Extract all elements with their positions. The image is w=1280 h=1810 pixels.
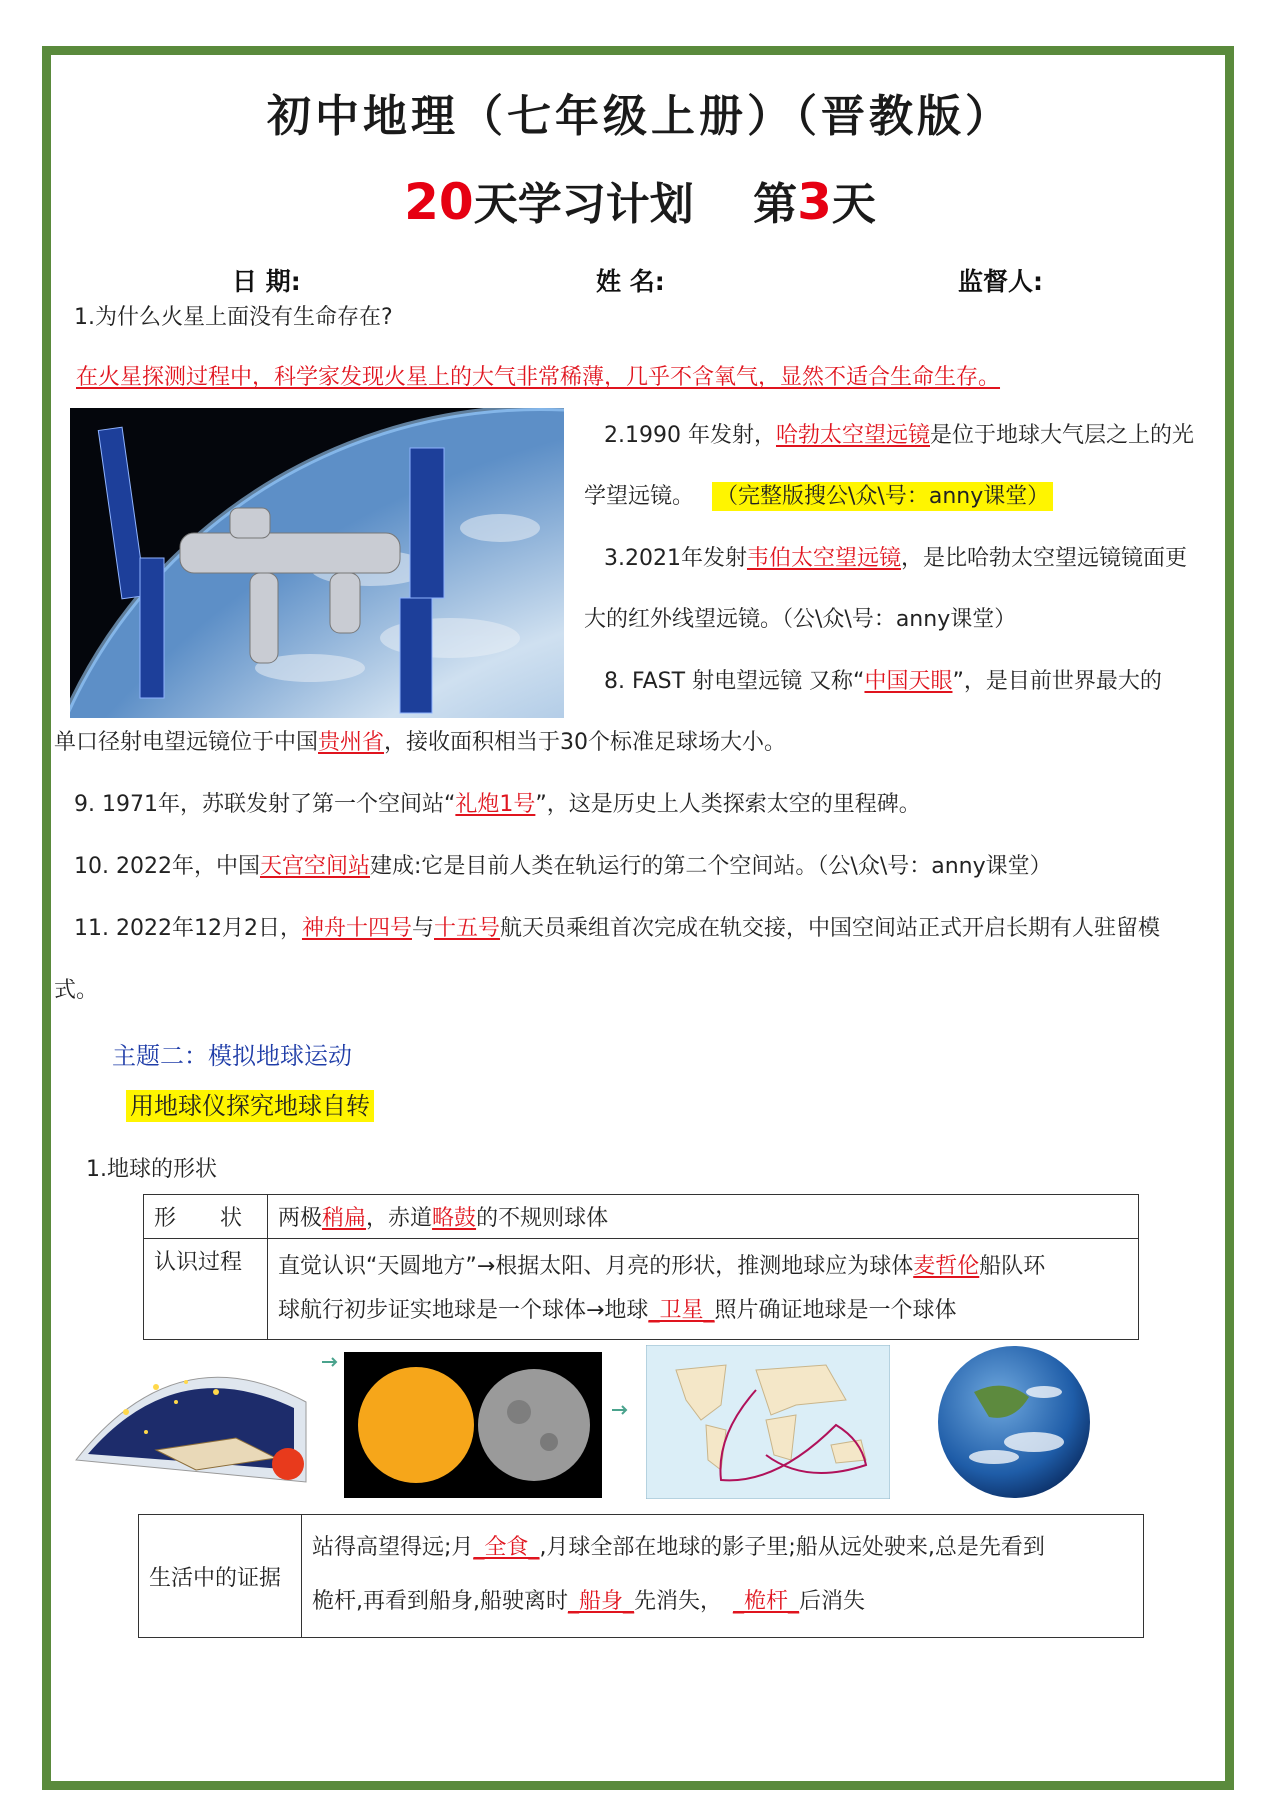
row-process-content [268, 1239, 1139, 1340]
q10-answer: 天宫空间站 [259, 854, 370, 879]
q10-post: 建成:它是目前人类在轨运行的第二个空间站。（公\众\号：anny课堂） [370, 854, 1052, 879]
row-head-process: 认识过程 [144, 1239, 268, 1340]
q11-answer1: 神舟十四号 [301, 916, 412, 941]
q2-line1 [604, 418, 1194, 449]
shape-answer1: 稍扁 [322, 1206, 367, 1231]
evidence-l2-pre: 桅杆,再看到船身,船驶离时 [312, 1589, 568, 1614]
day-number: 3 [797, 173, 832, 231]
evidence-l2-mid: 先消失， [634, 1589, 734, 1614]
q2-pre: 2.1990 年发射， [604, 423, 776, 448]
magellan-route-map [646, 1345, 890, 1499]
evidence-content [302, 1515, 1144, 1638]
q3-line1 [604, 541, 1187, 572]
q11-pre: 11. 2022年12月2日， [74, 916, 302, 941]
evidence-l1-pre: 站得高望得远;月 [312, 1535, 474, 1560]
q9 [74, 787, 921, 818]
plan-text: 天学习计划 [473, 179, 694, 230]
q8-line2-answer: 贵州省 [318, 730, 385, 755]
evidence-l1-post: ,月球全部在地球的影子里;船从远处驶来,总是先看到 [539, 1535, 1045, 1560]
q3-answer: 韦伯太空望远镜 [746, 546, 901, 571]
q11-answer2: 十五号 [434, 916, 501, 941]
q8-line2 [54, 725, 786, 756]
q9-pre: 9. 1971年，苏联发射了第一个空间站“ [74, 792, 456, 817]
q8-line2-post: ，接收面积相当于30个标准足球场大小。 [384, 730, 787, 755]
arrow-icon [322, 1356, 340, 1368]
q3-line2: 大的红外线望远镜。（公\众\号：anny课堂） [584, 607, 1017, 632]
shape-mid: ，赤道 [366, 1206, 433, 1231]
process-line2-pre: 球航行初步证实地球是一个球体→地球 [278, 1298, 649, 1323]
q1-answer: 在火星探测过程中，科学家发现火星上的大气非常稀薄，几乎不含氧气，显然不适合生命生存。 [76, 365, 1001, 390]
evidence-answer2: _船身_ [568, 1589, 635, 1614]
subtopic-text: 用地球仪探究地球自转 [126, 1090, 374, 1122]
evidence-l2-post: 后消失 [799, 1589, 866, 1614]
q9-post: ”，这是历史上人类探索太空的里程碑。 [535, 792, 921, 817]
evidence-answer3: _桅杆_ [733, 1589, 800, 1614]
q9-answer: 礼炮1号 [455, 792, 536, 817]
earth-shape-table [143, 1194, 1139, 1340]
table-row [139, 1515, 1144, 1638]
section-earth-shape: 1.地球的形状 [86, 1157, 217, 1182]
shape-pre: 两极 [278, 1206, 323, 1231]
q11-post: 航天员乘组首次完成在轨交接，中国空间站正式开启长期有人驻留模 [500, 916, 1161, 941]
sky-dome-illustration [66, 1342, 312, 1492]
q8-line2-pre: 单口径射电望远镜位于中国 [54, 730, 319, 755]
space-station-image [70, 408, 564, 718]
q2-answer: 哈勃太空望远镜 [775, 423, 930, 448]
evidence-answer1: _全食_ [473, 1535, 540, 1560]
q2-line2 [584, 479, 1053, 510]
row-shape-content [268, 1195, 1139, 1239]
study-plan-title [0, 168, 1280, 232]
q2-highlight-note: （完整版搜公\众\号：anny课堂） [712, 482, 1053, 511]
process-answer1: 麦哲伦 [913, 1254, 980, 1279]
day-unit: 天 [831, 179, 876, 230]
q1-question: 1.为什么火星上面没有生命存在? [74, 305, 393, 330]
process-pre: 直觉认识“天圆地方”→根据太阳、月亮的形状，推测地球应为球体 [278, 1254, 914, 1279]
earth-photo [934, 1342, 1094, 1502]
table-row [144, 1195, 1139, 1239]
shape-post: 的不规则球体 [476, 1206, 609, 1231]
q2-line2-text: 学望远镜。 [584, 484, 684, 509]
arrow-icon [612, 1404, 630, 1416]
subtopic-heading [126, 1086, 374, 1121]
process-post: 船队环 [979, 1254, 1046, 1279]
evidence-table [138, 1514, 1144, 1638]
q11-line2: 式。 [54, 978, 99, 1003]
name-label: 姓 名: [596, 267, 665, 296]
process-answer2: _卫星_ [648, 1298, 715, 1323]
table-row [144, 1239, 1139, 1340]
q3-pre: 3.2021年发射 [604, 546, 747, 571]
day-label: 第 [753, 179, 798, 230]
q11-mid: 与 [411, 916, 434, 941]
q10-pre: 10. 2022年，中国 [74, 854, 260, 879]
topic-heading: 主题二：模拟地球运动 [112, 1042, 352, 1070]
q2-post: 是位于地球大气层之上的光 [930, 423, 1195, 448]
q3-post: ，是比哈勃太空望远镜镜面更 [901, 546, 1188, 571]
row-head-shape: 形 状 [144, 1195, 268, 1239]
q8-post: ”，是目前世界最大的 [952, 669, 1162, 694]
evidence-head: 生活中的证据 [139, 1515, 302, 1638]
q10 [74, 849, 1052, 880]
q8-line1 [604, 664, 1162, 695]
date-label: 日 期: [232, 267, 301, 296]
plan-days-number: 20 [404, 173, 474, 231]
process-line2-post: 照片确证地球是一个球体 [714, 1298, 957, 1323]
sun-moon-illustration [344, 1352, 602, 1498]
supervisor-label: 监督人: [958, 267, 1043, 296]
shape-answer2: 略鼓 [432, 1206, 477, 1231]
q8-pre: 8. FAST 射电望远镜 又称“ [604, 669, 865, 694]
q11-line1 [74, 911, 1160, 942]
q8-answer: 中国天眼 [864, 669, 953, 694]
page-title: 初中地理（七年级上册）（晋教版） [267, 91, 1013, 142]
